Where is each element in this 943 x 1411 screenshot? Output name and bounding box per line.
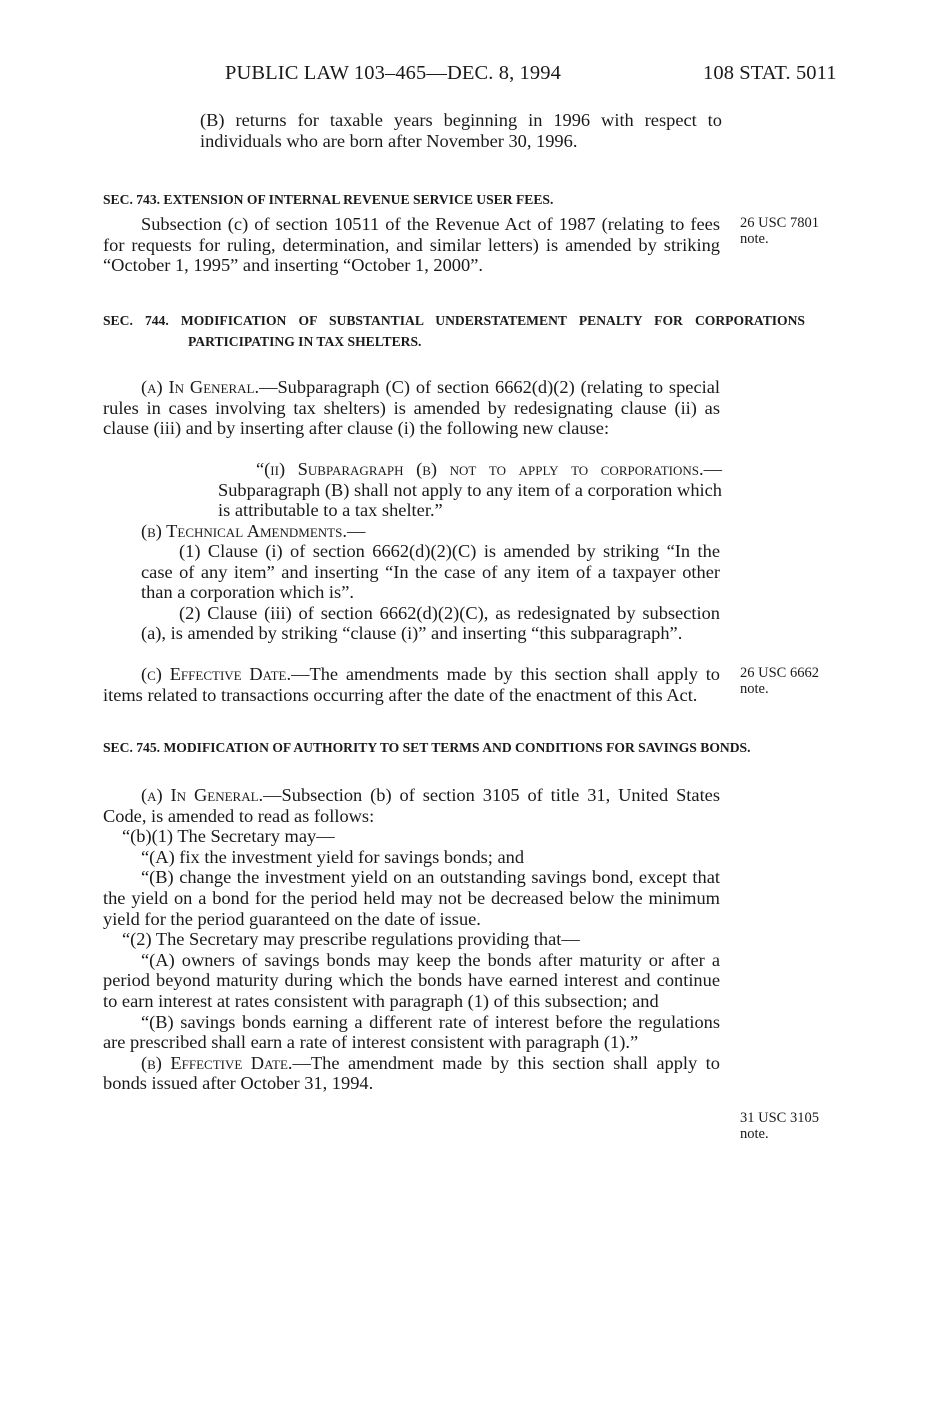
sec-745-b2: “(2) The Secretary may prescribe regulations providing that—	[122, 929, 580, 950]
sec-744-b-paragraphs	[141, 541, 720, 644]
margin-note-citation: 26 USC 6662	[740, 665, 819, 681]
intro-clause-b	[200, 110, 722, 151]
margin-note-citation: 31 USC 3105	[740, 1110, 819, 1126]
sec-745-eff-body: —The amendment made by this section shall apply to bonds issued after October 31, 1994.	[103, 1052, 720, 1094]
sec-745-b2B: “(B) savings bonds earning a different rate of interest before the regulations are prescribed shall earn a rate of interest consistent with paragraph (1).”	[103, 1011, 720, 1053]
quoted-clause-caption: “(ii) Subparagraph (b) not to apply to corporations.	[256, 459, 704, 479]
sec-744-title: MODIFICATION OF SUBSTANTIAL UNDERSTATEMENT PENALTY FOR CORPORATIONS PARTICIPATING IN TAX SHELTERS.	[180, 313, 805, 349]
margin-note-26-usc-6662	[740, 665, 860, 697]
sec-744-c-caption: (c) Effective Date.	[141, 664, 292, 684]
sec-744-a-caption: (a) In General.	[141, 377, 260, 397]
sec-744-subsection-b	[103, 521, 720, 542]
quoted-clause-body: —Subparagraph (B) shall not apply to any item of a corporation which is attributable to a tax shelter.”	[218, 459, 722, 521]
margin-note-suffix: note.	[740, 231, 769, 247]
sec-744-b2: (2) Clause (iii) of section 6662(d)(2)(C), as redesignated by subsection (a), is amended by striking “clause (i)” and inserting “this subparagraph”.	[141, 602, 720, 644]
sec-743-body-text: Subsection (c) of section 10511 of the Revenue Act of 1987 (relating to fees for requests for ruling, determination, and similar letters) is amended by striking “October 1, 1995” and inserting “October 1, 2000”.	[103, 214, 720, 276]
sec-744-b1: (1) Clause (i) of section 6662(d)(2)(C) is amended by striking “In the case of any item” and inserting “In the case of any item of a taxpayer other than a corporation which is”.	[141, 541, 720, 603]
sec-743-body	[103, 214, 720, 276]
sec-745-effective-date	[103, 1053, 720, 1094]
sec-745-b2A: “(A) owners of savings bonds may keep the bonds after maturity or after a period beyond maturity during which the bonds have earned interest and continue to earn interest at rates consistent with paragraph (1) of this subsection; and	[103, 949, 720, 1011]
margin-note-suffix: note.	[740, 1126, 769, 1142]
sec-745-b1A: “(A) fix the investment yield for savings bonds; and	[141, 846, 525, 867]
sec-744-a-body: —Subparagraph (C) of section 6662(d)(2) (relating to special rules in cases involving tax shelters) is amended by redesignating clause (ii) as clause (iii) and by inserting after clause (i) the following new clause:	[103, 377, 720, 439]
sec-744-subsection-c	[103, 664, 720, 705]
sec-745-b1: “(b)(1) The Secretary may—	[122, 826, 335, 847]
sec-744-subsection-a	[103, 377, 720, 439]
stat-reference: 108 STAT. 5011	[703, 62, 837, 84]
sec-745-b1B: “(B) change the investment yield on an outstanding savings bond, except that the yield on a bond for the period held may not be decreased below the minimum yield for the period guaranteed on the date of issue.	[103, 867, 720, 929]
sec-745-heading	[103, 738, 805, 759]
sec-744-b-caption: (b) Technical Amendments.	[141, 521, 347, 541]
sec-744-heading	[103, 311, 805, 352]
sec-744-b-dash: —	[346, 521, 366, 541]
sec-744-c-paragraph	[103, 664, 720, 705]
sec-744-b-caption-line	[103, 521, 720, 542]
sec-744-a-paragraph	[103, 377, 720, 439]
sec-745-subsection-a	[103, 785, 720, 1094]
margin-note-suffix: note.	[740, 681, 769, 697]
margin-note-26-usc-7801	[740, 215, 860, 247]
sec-745-a-caption: (a) In General.	[141, 785, 264, 805]
sec-744-label: SEC. 744.	[103, 313, 169, 328]
intro-clause-b-text: (B) returns for taxable years beginning in 1996 with respect to individuals who are born after November 30, 1996.	[200, 110, 722, 151]
running-head: PUBLIC LAW 103–465—DEC. 8, 1994	[225, 62, 561, 84]
margin-note-citation: 26 USC 7801	[740, 215, 819, 231]
sec-745-title: MODIFICATION OF AUTHORITY TO SET TERMS AND CONDITIONS FOR SAVINGS BONDS.	[163, 740, 751, 755]
sec-745-a-paragraph	[103, 785, 720, 826]
sec-745-label: SEC. 745.	[103, 740, 161, 755]
sec-745-eff-caption: (b) Effective Date.	[141, 1052, 293, 1073]
sec-743-heading: SEC. 743. EXTENSION OF INTERNAL REVENUE SERVICE USER FEES.	[103, 192, 554, 207]
sec-745-a-body: —Subsection (b) of section 3105 of title 31, United States Code, is amended to read as follows:	[103, 785, 720, 826]
quoted-clause-paragraph	[218, 459, 722, 521]
sec-744-c-body: —The amendments made by this section shall apply to items related to transactions occurring after the date of the enactment of this Act.	[103, 664, 720, 705]
sec-744-quoted-clause	[218, 459, 722, 521]
margin-note-31-usc-3105	[740, 1110, 860, 1142]
